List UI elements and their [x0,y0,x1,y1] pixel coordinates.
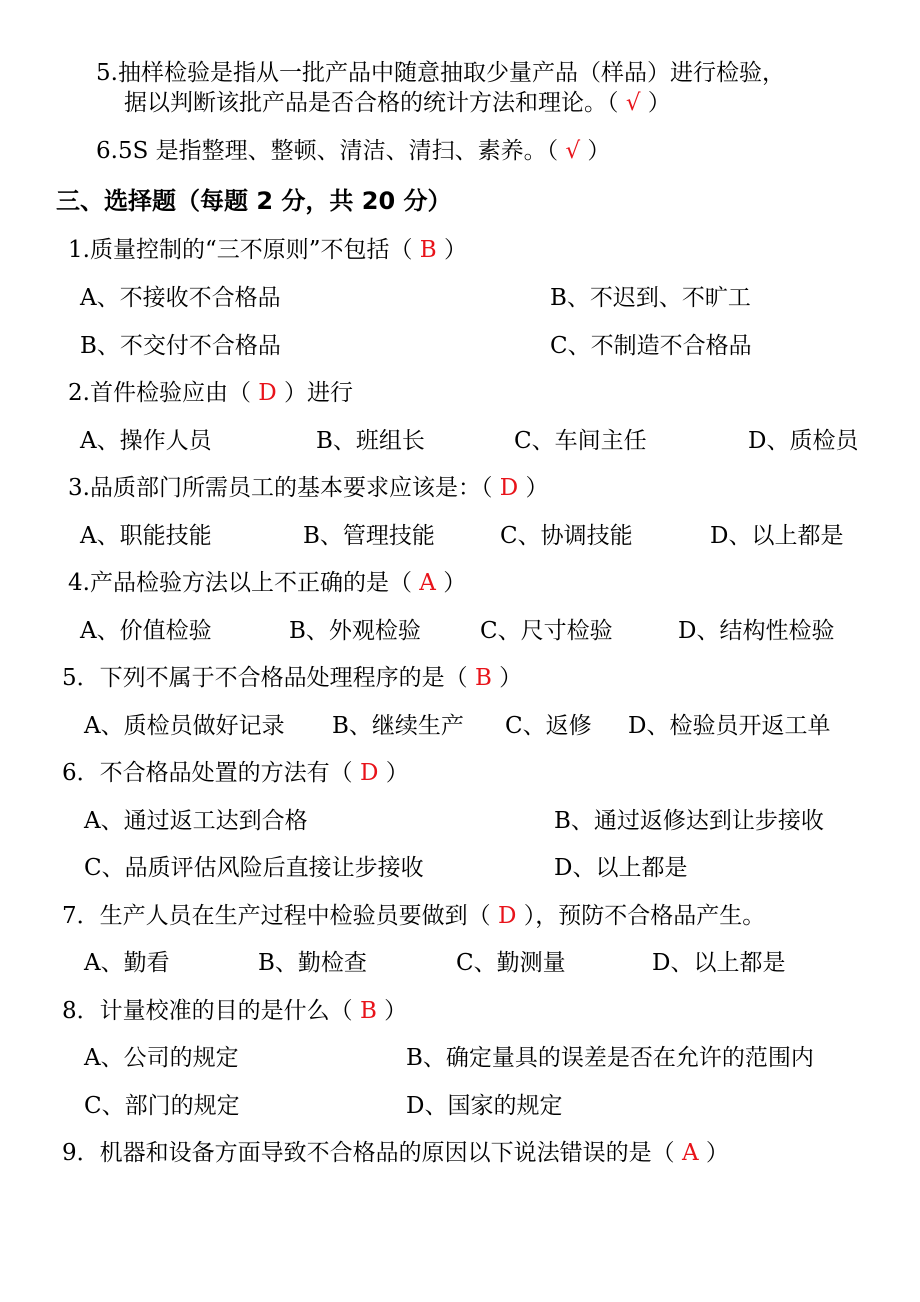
option: A、价值检验 [80,618,212,644]
tf-item-text: ） [640,90,671,116]
question-text: ）进行 [276,380,354,406]
question-number: 6． [62,760,100,786]
option: D、质检员 [748,428,859,454]
option: A、质检员做好记录 [84,713,285,739]
question-5 [62,663,522,693]
option: C、不制造不合格品 [550,333,752,359]
answer-mark: √ [625,90,641,116]
tf-item-number: 6. [96,138,118,164]
option: B、通过返修达到让步接收 [554,808,824,834]
question-8 [62,996,407,1026]
option: A、通过返工达到合格 [84,808,308,834]
option: B、管理技能 [303,523,435,549]
question-number: 8． [62,998,100,1024]
tf-item-5-line2 [124,88,671,118]
question-text: 计量校准的目的是什么（ [99,998,360,1024]
question-text: 不合格品处置的方法有（ [99,760,360,786]
question-text: 质量控制的“三不原则”不包括（ [89,237,420,263]
question-text: 产品检验方法以上不正确的是（ [89,570,420,596]
tf-item-text: 抽样检验是指从一批产品中随意抽取少量产品（样品）进行检验， [117,60,785,86]
option: D、国家的规定 [406,1093,563,1119]
question-9 [62,1138,729,1168]
option: B、确定量具的误差是否在允许的范围内 [406,1045,814,1071]
option: C、车间主任 [514,428,647,454]
option: B、不迟到、不旷工 [550,285,751,311]
answer-mark: B [474,665,492,691]
question-text: ） [491,665,523,691]
tf-item-text: 5S 是指整理、整顿、清洁、清扫、素养。（ [117,138,566,164]
answer-mark: √ [565,138,581,164]
question-text: ） [378,760,409,786]
answer-mark: D [499,475,519,501]
option: B、勤检查 [258,950,367,976]
question-text: ） [435,570,467,596]
option: B、继续生产 [332,713,464,739]
option: D、以上都是 [710,523,844,549]
question-7 [62,901,765,931]
option: C、尺寸检验 [480,618,613,644]
answer-mark: B [359,998,377,1024]
question-number: 1. [68,237,90,263]
question-number: 4. [68,570,90,596]
tf-item-text: ） [580,138,611,164]
question-number: 3. [68,475,90,501]
option: D、结构性检验 [678,618,835,644]
option: A、勤看 [84,950,170,976]
question-text: ） [518,475,549,501]
option: A、不接收不合格品 [80,285,281,311]
question-4 [68,568,466,598]
option: A、操作人员 [80,428,212,454]
option: B、不交付不合格品 [80,333,281,359]
option: B、班组长 [316,428,425,454]
option: A、公司的规定 [84,1045,239,1071]
question-2 [68,378,353,408]
question-text: 品质部门所需员工的基本要求应该是：（ [89,475,500,501]
question-number: 7． [62,903,100,929]
question-text: 机器和设备方面导致不合格品的原因以下说法错误的是（ [99,1140,682,1166]
tf-item-number: 5. [96,60,118,86]
option: C、返修 [505,713,592,739]
option: D、以上都是 [652,950,786,976]
option: A、职能技能 [80,523,212,549]
question-text: 首件检验应由（ [89,380,259,406]
question-text: ） [376,998,408,1024]
section-heading: 三、选择题（每题 2 分，共 20 分） [56,187,452,215]
question-text: ） [698,1140,729,1166]
question-text: 生产人员在生产过程中检验员要做到（ [99,903,498,929]
option: C、协调技能 [500,523,633,549]
answer-mark: D [258,380,277,406]
option: C、品质评估风险后直接让步接收 [84,855,424,881]
question-text: ） [436,237,467,263]
question-text: 下列不属于不合格品处理程序的是（ [99,665,475,691]
tf-item-6 [96,136,610,166]
question-text: ），预防不合格品产生。 [516,903,766,929]
option: C、部门的规定 [84,1093,240,1119]
answer-mark: D [359,760,379,786]
question-number: 2. [68,380,90,406]
question-number: 9． [62,1140,100,1166]
answer-mark: A [681,1140,699,1166]
answer-mark: A [419,570,436,596]
option: C、勤测量 [456,950,566,976]
question-number: 5． [62,665,100,691]
option: D、以上都是 [554,855,688,881]
answer-mark: B [419,237,437,263]
tf-item-5-line1 [96,58,785,88]
question-1 [68,235,467,265]
answer-mark: D [497,903,517,929]
option: D、检验员开返工单 [628,713,831,739]
tf-item-text: 据以判断该批产品是否合格的统计方法和理论。（ [124,90,626,116]
option: B、外观检验 [289,618,421,644]
question-6 [62,758,409,788]
question-3 [68,473,549,503]
